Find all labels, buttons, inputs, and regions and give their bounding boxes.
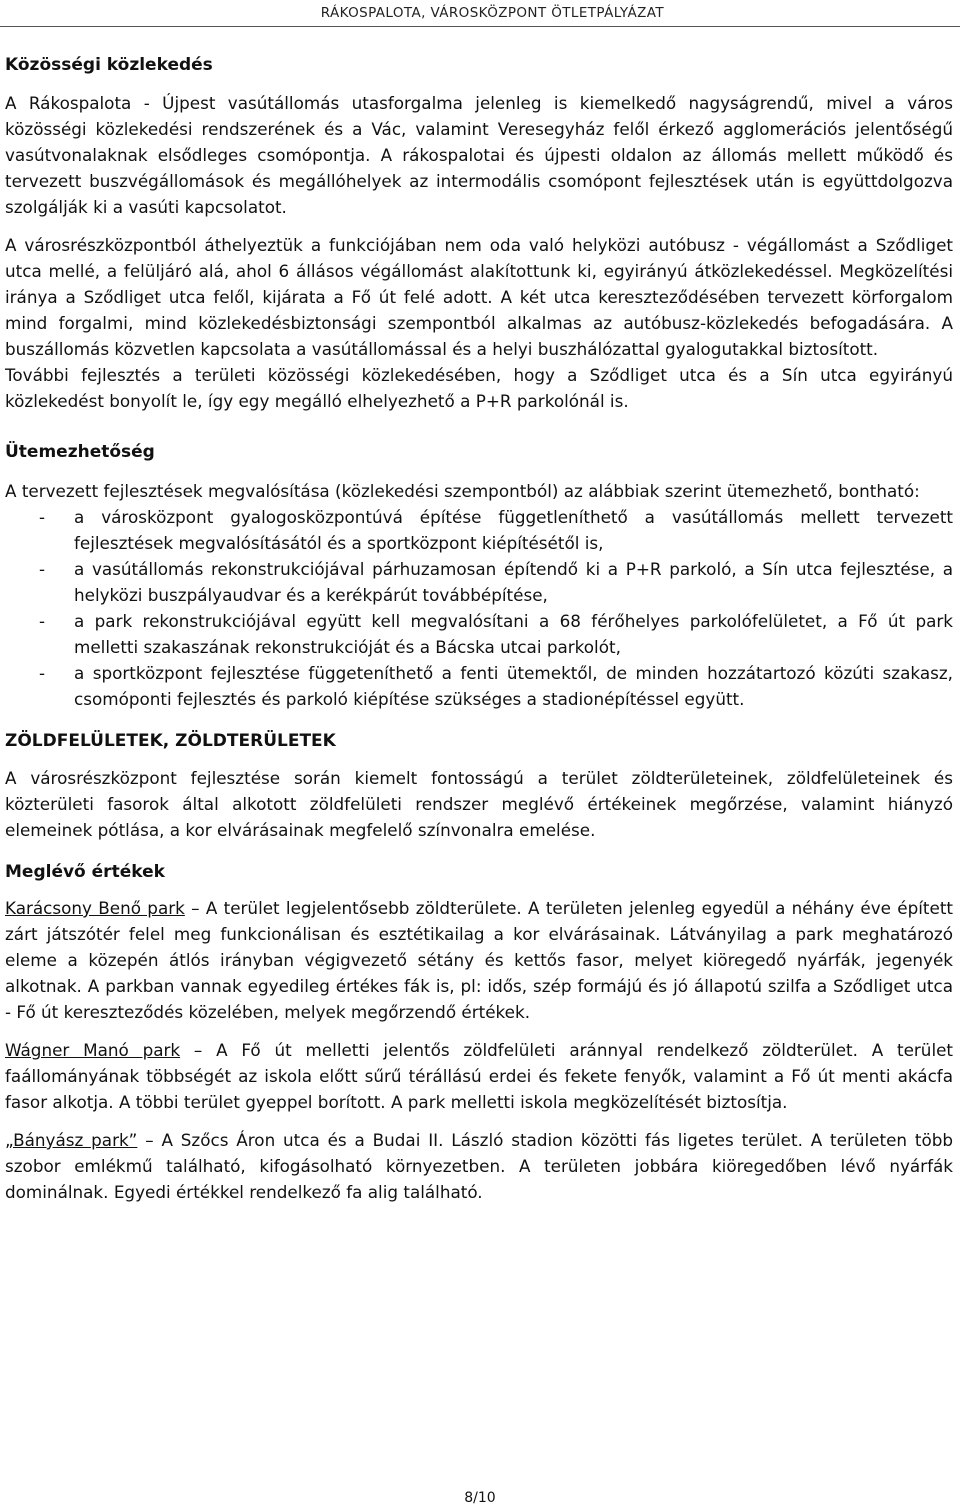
park-description: – A terület legjelentősebb zöldterülete. A területen jelenleg egyedül a néhány éve épített zárt játszótér felel meg funkcionálisan és esztétikailag a kor elvárásainak. Látványilag a park meghatározó eleme a közepén átlós irányban végigvezető sétány és kettős fasor, melyet kiöregedő nyárfák, jegenyék alkotnak. A parkban vannak egyedileg értékes fák is, pl: idős, szép formájú és jó állapotú szilfa a Sződliget utca - Fő út kereszteződés közelében, melyek megőrzendő értékek. (5, 898, 953, 1022)
park-name-wagner-mano: Wágner Manó park (5, 1040, 181, 1060)
list-item-text: a vasútállomás rekonstrukciójával párhuzamosan építendő ki a P+R parkoló, a Sín utca fejlesztése, a helyközi buszpályaudvar és a kerékpárút továbbépítése, (74, 559, 953, 605)
list-item-text: a park rekonstrukciójával együtt kell megvalósítani a 68 férőhelyes parkolófelületet, a Fő út park melletti szakaszának rekonstrukcióját és a Bácska utcai parkolót, (74, 611, 953, 657)
paragraph-banyasz-park (5, 1127, 953, 1205)
list-item (5, 660, 953, 712)
paragraph-utemezes-intro: A tervezett fejlesztések megvalósítása (közlekedési szempontból) az alábbiak szerint ütemezhető, bontható: (5, 481, 920, 501)
paragraph-buszvegallomas: A városrészközpontból áthelyeztük a funkciójában nem oda való helyközi autóbusz - végállomást a Sződliget utca mellé, a felüljáró alá, ahol 6 állásos végállomást alakítottunk ki, egyirányú átközlekedéssel. Megközelítési iránya a Sződliget utca felől, kijárata a Fő út felé adott. A két utca kereszteződésében tervezett körforgalom mind forgalmi, mind közlekedésbiztonsági szempontból alkalmas az autóbusz-közlekedés befogadására. A buszállomás közvetlen kapcsolata a vasútállomással és a helyi buszhálózattal gyalogutakkal biztosított. (5, 235, 953, 359)
paragraph-karacsony-beno-park (5, 895, 953, 1025)
paragraph-vasutallomas: A Rákospalota - Újpest vasútállomás utasforgalma jelenleg is kiemelkedő nagyságrendű, mivel a város közösségi közlekedési rendszerének és a Vác, valamint Veresegyház felől érkező agglomerációs jelentőségű vasútvonalaknak elsődleges csomópontja. A rákospalotai és újpesti oldalon az állomás mellett működő és tervezett buszvégállomások és megállóhelyek az intermodális csomópont fejlesztések után is együttdolgozva szolgálják ki a vasúti kapcsolatot. (5, 93, 953, 217)
running-header: RÁKOSPALOTA, VÁROSKÖZPONT ÖTLETPÁLYÁZAT (320, 5, 664, 21)
paragraph-wagner-mano-park (5, 1037, 953, 1115)
paragraph-zoldfelulet-intro: A városrészközpont fejlesztése során kiemelt fontosságú a terület zöldterületeinek, zöldfelületeinek és közterületi fasorok által alkotott zöldfelületi rendszer meglévő értékeinek megőrzése, valamint hiányzó elemeinek pótlása, a kor elvárásainak megfelelő színvonalra emelése. (5, 768, 953, 840)
list-item (5, 556, 953, 608)
park-name-karacsony-beno: Karácsony Benő park (5, 898, 185, 918)
list-item (5, 608, 953, 660)
utemezes-list (5, 504, 953, 712)
park-description: – A Fő út melletti jelentős zöldfelületi aránnyal rendelkező zöldterület. A terület faállományának többségét az iskola előtt sűrű térállású erdei és fekete fenyők, valamint a Fő út menti akácfa fasor alkotja. A többi terület gyeppel borított. A park melletti iskola megközelítését biztosítja. (5, 1040, 954, 1112)
dash-bullet: - (39, 559, 46, 579)
list-item (5, 504, 953, 556)
park-name-banyasz: „Bányász park” (5, 1130, 138, 1150)
heading-kozossegi-kozlekedes: Közösségi közlekedés (5, 55, 213, 75)
header-rule (0, 26, 960, 27)
paragraph-tovabbi-fejlesztes: További fejlesztés a területi közösségi közlekedésében, hogy a Sződliget utca és a Sín utca egyirányú közlekedést bonyolít le, így egy megálló elhelyezhető a P+R parkolónál is. (5, 365, 953, 411)
list-item-text: a sportközpont fejlesztése függeteníthető a fenti ütemektől, de minden hozzátartozó közúti szakasz, csomóponti fejlesztés és parkoló kiépítése szükséges a stadionépítéssel együtt. (74, 663, 953, 709)
page-number: 8/10 (464, 1490, 496, 1506)
heading-zoldfeluletek: ZÖLDFELÜLETEK, ZÖLDTERÜLETEK (5, 731, 336, 751)
dash-bullet: - (39, 507, 46, 527)
document-page (5, 52, 953, 1205)
list-item-text: a városközpont gyalogosközpontúvá építése függetleníthető a vasútállomás mellett tervezett fejlesztések megvalósításától és a sportközpont kiépítésétől is, (74, 507, 953, 553)
dash-bullet: - (39, 663, 46, 683)
park-description: – A Szőcs Áron utca és a Budai II. László stadion közötti fás ligetes terület. A területen több szobor emlékmű található, kifogásolható környezetben. A területen jobbára kiöregedőben lévő nyárfák dominálnak. Egyedi értékkel rendelkező fa alig található. (5, 1130, 954, 1202)
heading-meglevo-ertekek: Meglévő értékek (5, 862, 165, 882)
dash-bullet: - (39, 611, 46, 631)
heading-utemezhetoseg: Ütemezhetőség (5, 442, 155, 462)
